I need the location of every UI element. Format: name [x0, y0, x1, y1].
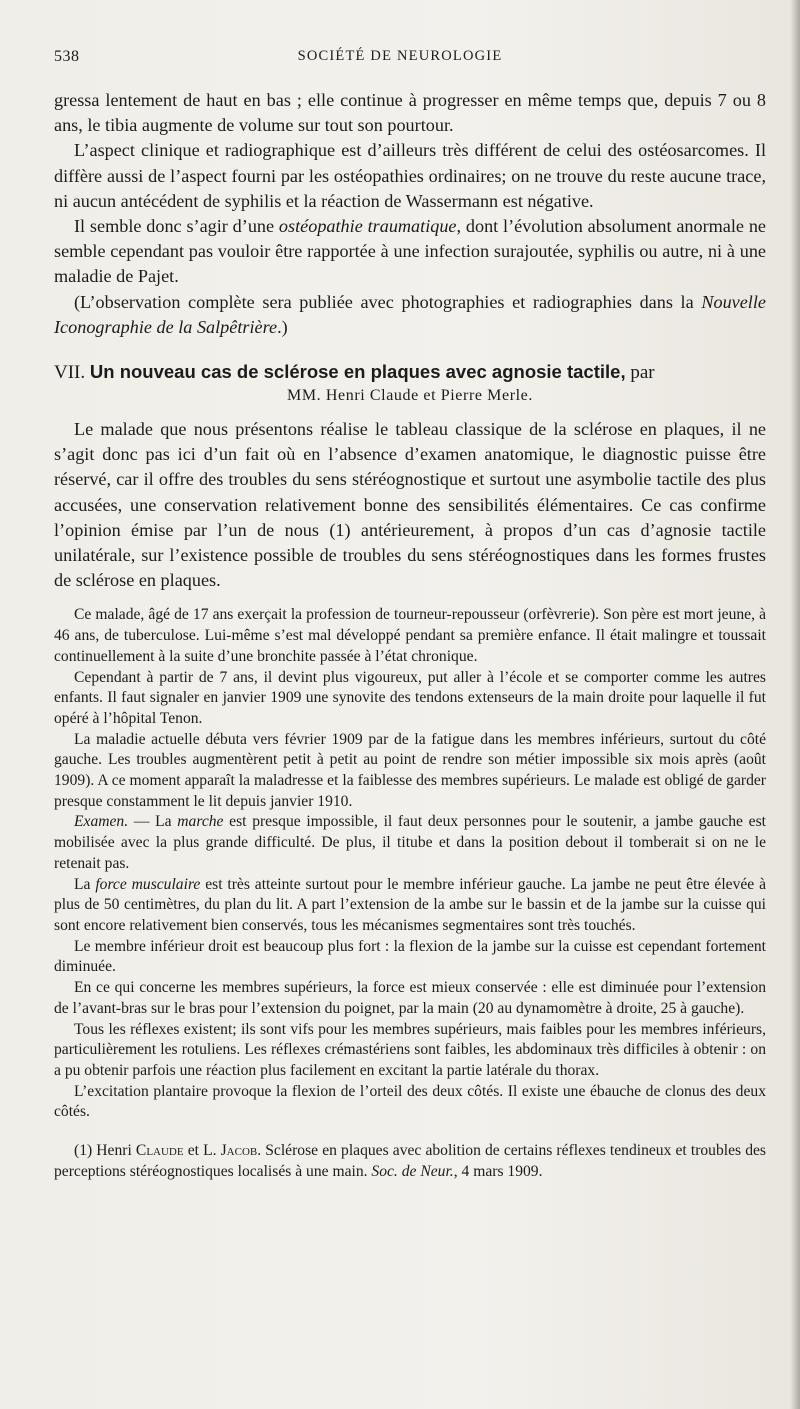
case-paragraph-1: Ce malade, âgé de 17 ans exerçait la profession de tourneur-repousseur (orfèvrerie). Son père est mort jeune, à 46 ans, de tuberculose. Lui-même s’est mal développé pendant sa première enfance. Il était malingre et toussait continuellement à la suite d’une bronchite passée à l’état chronique.: [54, 606, 766, 665]
text: est très atteinte surtout pour le membre inférieur gauche. La jambe ne peut être élevée à plus de 50 centimètres, du plan du lit. A part l’extension de la ambe sur le bassin et de la jambe sur la cuisse qui sont encore relativement bien conservés, tous les mécanismes segmentaires sont très touchés.: [54, 875, 767, 934]
footnote: [54, 1141, 766, 1182]
text: est presque impossible, il faut deux personnes pour le soutenir, a jambe gauche est mobilisée avec la plus grande difficulté. De plus, il titube et dans la position debout il tomberait si on ne le retenait pas.: [54, 813, 766, 872]
case-paragraph-2: Cependant à partir de 7 ans, il devint plus vigoureux, put aller à l’école et se comporter comme les autres enfants. Il faut signaler en janvier 1909 une synovite des tendons extenseurs de la main droite pour laquelle il fut opéré à l’hôpital Tenon.: [54, 668, 766, 727]
case-paragraph-3: La maladie actuelle débuta vers février 1909 par de la fatigue dans les membres inférieurs, surtout du côté gauche. Les troubles augmentèrent petit à petit au point de rendre son métier impossible six mois après (août 1909). A ce moment apparaît la maladresse et la faiblesse des membres supérieurs. Le malade est obligé de garder presque constamment le lit depuis janvier 1910.: [54, 730, 766, 810]
section-heading: [54, 360, 766, 385]
footnote-author-2: Jacob: [220, 1142, 258, 1160]
text: .): [277, 316, 288, 337]
text: , 4 mars 1909.: [453, 1162, 543, 1180]
emphasis-examen: Examen.: [74, 813, 129, 831]
intro-paragraph-4: [54, 290, 766, 340]
text: (1) Henri: [74, 1142, 136, 1160]
text: , dont l’évolution absolument anormale ne semble cependant pas vouloir être rapportée à une infection surajoutée, syphilis ou autre, ni à une maladie de Pajet.: [54, 216, 766, 287]
case-paragraph-4: [54, 812, 766, 874]
main-paragraph-1: Le malade que nous présentons réalise le tableau classique de la sclérose en plaques, il ne s’agit donc pas ici d’un fait où en l’absence d’examen anatomique, le diagnostic puisse être réservé, car il offre des troubles du sens stéréognostique et surtout une asymbolie tactile des plus accusées, une conservation relativement bonne des sensibilités élémentaires. Ce cas confirme l’opinion émise par l’un de nous (1) antérieurement, à propos d’un cas d’agnosie tactile unilatérale, sur l’existence possible de troubles du sens stéréognostiques dans les formes frustes de sclérose en plaques.: [54, 419, 766, 591]
text: et L.: [183, 1142, 221, 1160]
emphasis-marche: marche: [177, 813, 224, 831]
intro-paragraph-2: L’aspect clinique et radiographique est d’ailleurs très différent de celui des ostéosarcomes. Il diffère aussi de l’aspect fourni par les ostéopathies ordinaires; on ne trouve du reste aucune trace, ni aucun antécédent de syphilis et la réaction de Wassermann est négative.: [54, 140, 766, 211]
case-paragraph-5: [54, 875, 766, 937]
intro-paragraph-3: [54, 214, 766, 290]
emphasis-iconographie: Nouvelle Iconographie de la Salpêtrière: [54, 291, 766, 337]
section-number: VII.: [54, 362, 86, 384]
case-paragraph-7: En ce qui concerne les membres supérieurs, la force est mieux conservée : elle est diminuée pour l’extension de l’avant-bras sur le bras pour l’extension du poignet, par la main (20 au dynamomètre à droite, 25 à gauche).: [54, 979, 766, 1017]
page-number: 538: [54, 48, 80, 65]
section-title: Un nouveau cas de sclérose en plaques avec agnosie tactile,: [89, 361, 626, 383]
text: (L’observation complète sera publiée avec photographies et radiographies dans la: [74, 291, 702, 312]
running-head: [54, 48, 746, 72]
text: Il semble donc s’agir d’une: [74, 216, 279, 237]
journal-title: SOCIÉTÉ DE NEUROLOGIE: [297, 48, 503, 64]
case-report: [54, 605, 766, 1123]
emphasis-force: force musculaire: [95, 875, 201, 893]
text: — La: [128, 813, 178, 831]
case-paragraph-8: Tous les réflexes existent; ils sont vifs pour les membres supérieurs, mais faibles pour les membres inférieurs, particulièrement les rotuliens. Les réflexes crémastériens sont faibles, les abdominaux très difficiles à obtenir : on a pu obtenir parfois une réaction plus facilement en excitant la partie latérale du thorax.: [54, 1020, 766, 1079]
intro-paragraph-1: gressa lentement de haut en bas ; elle continue à progresser en même temps que, depuis 7 ou 8 ans, le tibia augmente de volume sur tout son pourtour.: [54, 90, 766, 136]
footnote-journal: Soc. de Neur.: [371, 1162, 454, 1180]
footnote-author-1: Claude: [135, 1142, 184, 1160]
text: . Sclérose en plaques avec abolition de certains réflexes tendineux et troubles des perceptions stéréognostiques localisés à une main.: [54, 1142, 767, 1180]
section-par: par: [630, 362, 655, 384]
case-paragraph-6: Le membre inférieur droit est beaucoup plus fort : la flexion de la jambe sur la cuisse est cependant fortement diminuée.: [54, 937, 766, 976]
emphasis-osteopathie: ostéopathie traumatique: [278, 216, 457, 237]
text: La: [74, 875, 96, 893]
section-authors: MM. Henri Claude et Pierre Merle.: [287, 387, 533, 405]
case-paragraph-9: L’excitation plantaire provoque la flexion de l’orteil des deux côtés. Il existe une ébauche de clonus des deux côtés.: [54, 1082, 766, 1121]
page-body: [54, 88, 766, 1182]
